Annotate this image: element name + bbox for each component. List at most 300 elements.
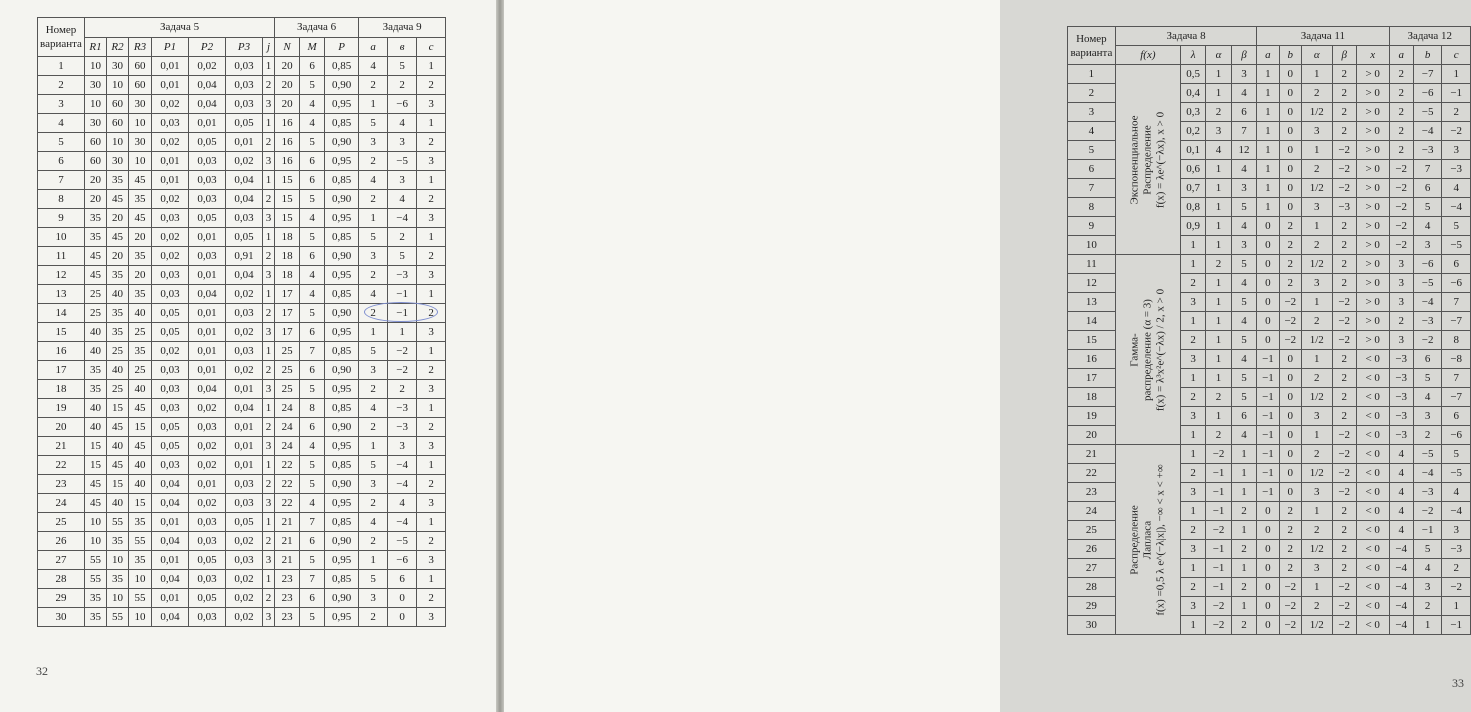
table-cell: 4 [300,285,325,304]
table-cell: −4 [1442,502,1471,521]
table-cell: −2 [1389,198,1413,217]
table-cell: 0,95 [325,551,359,570]
table-cell: 15 [275,190,300,209]
table-cell: 1 [1442,65,1471,84]
table-cell: 0,03 [226,209,263,228]
table-cell: 10 [129,152,152,171]
variant-number-cell: 3 [1068,103,1116,122]
table-cell: 20 [107,209,129,228]
table-cell: > 0 [1356,179,1389,198]
table-cell: 45 [107,228,129,247]
table-cell: 40 [85,342,107,361]
table-cell: 35 [107,532,129,551]
left-column-header: c [417,38,446,57]
table-cell: 1/2 [1301,540,1332,559]
table-cell: < 0 [1356,502,1389,521]
table-cell: 0,04 [226,266,263,285]
table-row [38,190,446,209]
table-cell: 0,90 [325,589,359,608]
table-cell: 1 [1257,122,1279,141]
table-cell: 1 [263,285,275,304]
table-cell: 10 [85,95,107,114]
table-cell: 0,05 [189,209,226,228]
right-page [504,0,1464,712]
table-cell: −3 [1332,198,1356,217]
table-cell: 1 [1206,179,1231,198]
table-cell: 0,04 [152,608,189,627]
table-cell: 0,90 [325,532,359,551]
table-cell: 2 [417,418,446,437]
right-subheader-row [1068,46,1471,65]
table-cell: 2 [1332,65,1356,84]
table-cell: 2 [1332,350,1356,369]
table-cell: 35 [85,209,107,228]
table-cell: 5 [300,133,325,152]
table-cell: 0 [1279,198,1301,217]
table-cell: 20 [129,266,152,285]
table-cell: 0,02 [226,570,263,589]
table-cell: 60 [85,133,107,152]
table-cell: −2 [1332,483,1356,502]
table-cell: 2 [1332,407,1356,426]
table-cell: 0,90 [325,475,359,494]
table-cell: 0,03 [152,114,189,133]
table-cell: −3 [388,418,417,437]
table-cell: 5 [1231,198,1256,217]
table-cell: 3 [417,494,446,513]
table-cell: 3 [1180,350,1205,369]
table-cell: 45 [129,437,152,456]
table-cell: 30 [129,133,152,152]
table-cell: 1 [1206,407,1231,426]
variant-number-cell: 26 [38,532,85,551]
distribution-label-line: Экспоненциальное [1128,115,1141,204]
table-cell: 0,03 [226,342,263,361]
table-cell: 4 [1389,464,1413,483]
table-cell: 60 [85,152,107,171]
table-cell: 0,02 [189,494,226,513]
table-cell: 2 [263,589,275,608]
table-cell: 10 [85,532,107,551]
table-cell: 1 [1301,141,1332,160]
table-cell: −4 [388,475,417,494]
table-cell: −1 [1257,445,1279,464]
table-cell: −5 [1413,274,1441,293]
variant-number-cell: 2 [1068,84,1116,103]
table-cell: 0 [1257,502,1279,521]
table-cell: 0,01 [152,171,189,190]
table-cell: 2 [1301,445,1332,464]
right-column-header: λ [1180,46,1205,65]
table-cell: 2 [1389,141,1413,160]
left-column-header: R2 [107,38,129,57]
table-cell: 0,3 [1180,103,1205,122]
table-cell: 6 [388,570,417,589]
table-cell: 0,01 [189,361,226,380]
table-cell: −2 [1389,179,1413,198]
table-cell: 2 [1332,255,1356,274]
table-cell: 0,85 [325,513,359,532]
table-cell: 2 [1389,312,1413,331]
table-cell: 0,5 [1180,65,1205,84]
left-page [0,0,496,712]
table-cell: 0,02 [226,361,263,380]
table-cell: −4 [1413,293,1441,312]
table-cell: 2 [1301,312,1332,331]
table-cell: 35 [85,589,107,608]
table-cell: 0,02 [152,247,189,266]
table-cell: 0,02 [152,95,189,114]
table-cell: 1 [1231,597,1256,616]
table-cell: 1 [1231,521,1256,540]
table-cell: 1 [1180,369,1205,388]
table-cell: 3 [417,209,446,228]
table-cell: 0,95 [325,152,359,171]
table-cell: 5 [1413,198,1441,217]
task6-header: Задача 6 [275,18,359,38]
table-cell: 60 [107,114,129,133]
table-cell: 5 [1231,293,1256,312]
table-cell: 0 [1279,141,1301,160]
table-cell: 3 [1389,274,1413,293]
table-cell: −2 [1332,426,1356,445]
table-cell: 6 [300,323,325,342]
table-cell: 2 [263,76,275,95]
table-cell: 4 [1206,141,1231,160]
table-cell: 2 [388,228,417,247]
table-cell: 0 [1257,236,1279,255]
table-cell: 0,04 [152,494,189,513]
table-cell: 3 [417,437,446,456]
table-cell: > 0 [1356,217,1389,236]
table-cell: −2 [1332,597,1356,616]
table-cell: 60 [129,57,152,76]
table-cell: 0,04 [226,399,263,418]
variant-number-cell: 27 [38,551,85,570]
table-cell: −1 [1257,369,1279,388]
table-cell: 0,2 [1180,122,1205,141]
table-row [38,475,446,494]
table-cell: −2 [1279,616,1301,635]
table-row [38,323,446,342]
table-cell: 1 [1301,578,1332,597]
table-cell: 3 [417,266,446,285]
hand-drawn-oval-mark [364,302,438,322]
table-cell: 0,85 [325,114,359,133]
variant-number-cell: 12 [1068,274,1116,293]
table-cell: 1 [417,114,446,133]
table-cell: 7 [1413,160,1441,179]
table-cell: 1 [1206,65,1231,84]
table-cell: 2 [1231,540,1256,559]
right-column-header: α [1301,46,1332,65]
task11-header: Задача 11 [1257,27,1389,46]
table-cell: 4 [1231,217,1256,236]
table-cell: 4 [1231,84,1256,103]
table-cell: −4 [1442,198,1471,217]
table-cell: 1 [417,171,446,190]
table-cell: 2 [359,76,388,95]
variant-number-cell: 8 [38,190,85,209]
table-cell: 2 [1206,388,1231,407]
table-cell: 1 [1231,445,1256,464]
table-cell: 3 [417,95,446,114]
table-cell: 1 [1413,616,1441,635]
left-variant-table [37,17,446,627]
table-cell: 30 [85,76,107,95]
table-cell: 2 [388,380,417,399]
left-column-header: R1 [85,38,107,57]
table-row [38,285,446,304]
table-cell: 3 [1389,331,1413,350]
table-cell: −3 [1413,312,1441,331]
table-cell: > 0 [1356,331,1389,350]
table-cell: 2 [1279,540,1301,559]
table-cell: 2 [1279,274,1301,293]
table-cell: 10 [107,133,129,152]
table-cell: 0,03 [152,380,189,399]
variant-number-cell: 7 [38,171,85,190]
table-row [38,114,446,133]
table-cell: 3 [1180,540,1205,559]
table-row [38,532,446,551]
table-cell: 5 [300,304,325,323]
table-cell: 1/2 [1301,616,1332,635]
table-cell: 3 [263,152,275,171]
table-row [38,437,446,456]
table-cell: −6 [1442,426,1471,445]
table-cell: 2 [263,418,275,437]
table-cell: 2 [1231,616,1256,635]
table-cell: 2 [417,304,446,323]
table-cell: −7 [1413,65,1441,84]
table-cell: −4 [388,513,417,532]
table-cell: 5 [300,228,325,247]
table-cell: 2 [263,532,275,551]
left-table-body [38,57,446,627]
table-cell: 3 [388,437,417,456]
table-cell: −1 [1206,464,1231,483]
table-cell: 40 [129,475,152,494]
table-cell: 1 [1206,369,1231,388]
table-cell: 1 [1206,160,1231,179]
table-cell: 0,02 [226,152,263,171]
table-cell: 0,85 [325,342,359,361]
table-cell: −1 [1442,84,1471,103]
table-cell: 3 [388,171,417,190]
table-cell: 0,03 [189,513,226,532]
table-cell: 3 [417,551,446,570]
table-cell: 15 [129,418,152,437]
table-cell: 2 [263,304,275,323]
table-cell: 0,02 [226,589,263,608]
table-cell: 1 [263,513,275,532]
variant-number-header: Номер варианта [38,18,85,57]
table-cell: 1/2 [1301,464,1332,483]
variant-number-cell: 25 [38,513,85,532]
table-cell: 2 [1442,103,1471,122]
table-cell: 2 [1206,255,1231,274]
table-cell: −6 [388,551,417,570]
table-cell: 0,02 [152,190,189,209]
variant-number-cell: 15 [38,323,85,342]
table-cell: 5 [300,76,325,95]
table-cell: 1 [1257,198,1279,217]
table-cell: 8 [1442,331,1471,350]
variant-number-cell: 4 [38,114,85,133]
table-cell: 20 [107,247,129,266]
table-cell: 25 [275,361,300,380]
table-cell: 2 [1389,65,1413,84]
table-cell: 1 [1301,65,1332,84]
table-cell: 0 [1257,312,1279,331]
table-cell: 0 [1257,578,1279,597]
table-cell: 1 [417,570,446,589]
table-cell: 3 [1389,255,1413,274]
table-cell: 3 [1389,293,1413,312]
table-cell: 1 [1180,312,1205,331]
table-cell: 35 [107,570,129,589]
table-cell: 0,90 [325,76,359,95]
table-cell: 1 [1257,84,1279,103]
table-cell: 0,6 [1180,160,1205,179]
table-row [1068,255,1471,274]
variant-number-cell: 23 [1068,483,1116,502]
table-cell: 0 [1257,597,1279,616]
table-cell: 8 [300,399,325,418]
table-cell: 15 [107,399,129,418]
table-cell: −6 [1413,255,1441,274]
table-cell: 1 [1301,217,1332,236]
table-cell: 4 [1389,483,1413,502]
table-cell: 4 [1442,179,1471,198]
table-cell: 1 [263,342,275,361]
table-cell: 4 [300,114,325,133]
table-cell: −4 [1413,464,1441,483]
table-row [38,247,446,266]
table-cell: 2 [388,76,417,95]
table-cell: 4 [300,209,325,228]
table-cell: 2 [1301,236,1332,255]
distribution-label-line: распределение (α = 3) [1141,298,1154,401]
table-cell: 2 [1389,103,1413,122]
table-cell: 0,02 [189,399,226,418]
table-cell: 20 [275,57,300,76]
table-row [38,570,446,589]
table-cell: 0,03 [152,361,189,380]
table-cell: 0,03 [226,76,263,95]
table-cell: 0,04 [152,475,189,494]
table-cell: 10 [129,114,152,133]
right-column-header: x [1356,46,1389,65]
table-cell: 0,01 [226,133,263,152]
table-cell: 3 [263,266,275,285]
table-cell: 25 [129,361,152,380]
table-cell: 1 [417,399,446,418]
table-cell: 4 [1413,559,1441,578]
table-cell: 2 [263,361,275,380]
table-cell: 1 [417,342,446,361]
table-cell: 7 [1442,369,1471,388]
table-cell: 17 [275,323,300,342]
variant-number-cell: 6 [38,152,85,171]
table-cell: 40 [85,399,107,418]
table-cell: 1 [1180,559,1205,578]
table-cell: 2 [417,190,446,209]
variant-number-cell: 18 [38,380,85,399]
table-cell: 2 [359,532,388,551]
variant-number-cell: 12 [38,266,85,285]
table-cell: 1 [417,456,446,475]
table-cell: 35 [129,190,152,209]
table-cell: 0,01 [152,152,189,171]
table-cell: −2 [1279,597,1301,616]
table-cell: 2 [417,247,446,266]
table-cell: 22 [275,494,300,513]
table-cell: 0,03 [226,475,263,494]
right-column-header: β [1231,46,1256,65]
table-cell: 0,01 [189,475,226,494]
table-cell: 55 [85,551,107,570]
variant-number-cell: 24 [38,494,85,513]
table-cell: 0 [1279,483,1301,502]
table-cell: 35 [107,171,129,190]
table-cell: −2 [1332,331,1356,350]
table-cell: 2 [1332,103,1356,122]
table-cell: 0,03 [189,152,226,171]
table-cell: 3 [263,494,275,513]
table-cell: 3 [417,323,446,342]
variant-number-cell: 18 [1068,388,1116,407]
table-cell: −5 [1442,464,1471,483]
table-cell: −2 [1332,312,1356,331]
table-cell: 4 [300,95,325,114]
table-cell: > 0 [1356,236,1389,255]
table-cell: −1 [1257,426,1279,445]
table-cell: 5 [388,57,417,76]
table-cell: 2 [359,266,388,285]
table-cell: 2 [1332,84,1356,103]
table-cell: 1 [359,209,388,228]
table-cell: −1 [1257,464,1279,483]
table-cell: −2 [1279,331,1301,350]
table-cell: 0,04 [189,380,226,399]
variant-number-cell: 20 [38,418,85,437]
table-cell: 0,95 [325,266,359,285]
table-cell: 1 [1257,179,1279,198]
table-cell: 6 [300,57,325,76]
table-cell: > 0 [1356,84,1389,103]
table-cell: −1 [388,304,417,323]
table-cell: 0,04 [189,285,226,304]
variant-number-header: Номер варианта [1068,27,1116,65]
table-cell: 0 [388,589,417,608]
table-cell: 0,05 [152,418,189,437]
table-cell: −3 [388,266,417,285]
variant-number-cell: 21 [1068,445,1116,464]
left-column-header: M [300,38,325,57]
variant-number-cell: 5 [38,133,85,152]
table-cell: 0,91 [226,247,263,266]
table-cell: 22 [275,475,300,494]
table-cell: 1 [263,456,275,475]
table-cell: 0,01 [189,114,226,133]
table-cell: 7 [1442,293,1471,312]
variant-number-cell: 14 [38,304,85,323]
table-cell: 30 [107,152,129,171]
table-cell: 0,03 [226,304,263,323]
table-cell: −4 [388,456,417,475]
